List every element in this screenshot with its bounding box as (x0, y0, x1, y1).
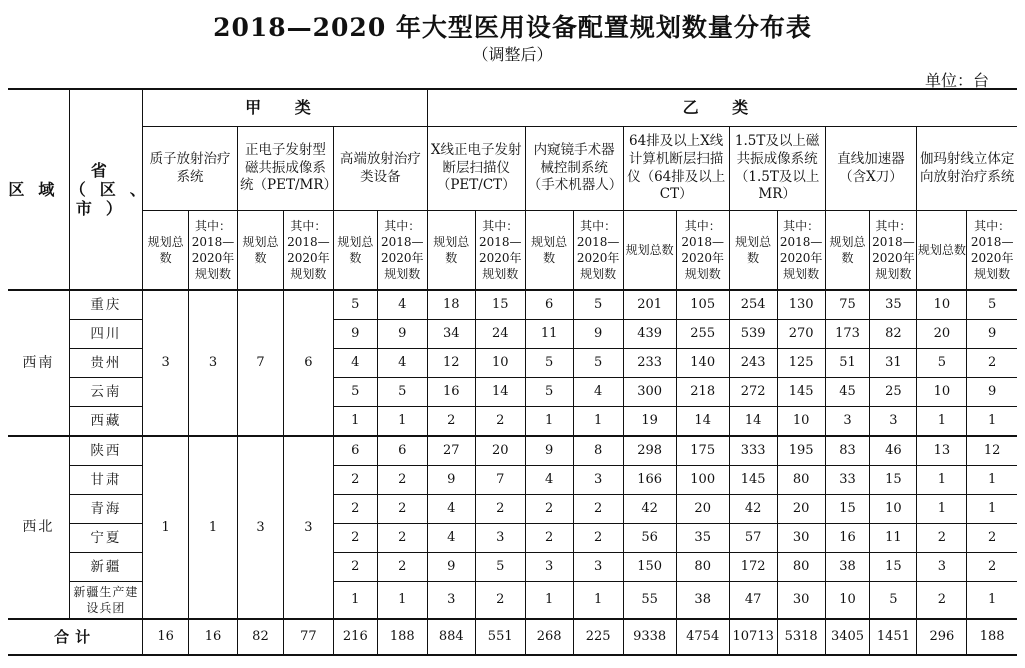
value-cell: 218 (676, 378, 729, 407)
value-cell: 1 (573, 407, 623, 437)
petmr-new: 3 (283, 436, 333, 619)
value-cell: 16 (427, 378, 475, 407)
total-value: 4754 (676, 619, 729, 655)
value-cell: 10 (777, 407, 825, 437)
value-cell: 5 (573, 349, 623, 378)
value-cell: 145 (729, 466, 777, 495)
value-cell: 539 (729, 320, 777, 349)
total-value: 16 (189, 619, 238, 655)
value-cell: 5 (870, 582, 917, 620)
total-value: 5318 (777, 619, 825, 655)
value-cell: 2 (377, 553, 427, 582)
value-cell: 12 (427, 349, 475, 378)
value-cell: 172 (729, 553, 777, 582)
value-cell: 1 (967, 582, 1017, 620)
value-cell: 5 (967, 290, 1017, 320)
value-cell: 2 (377, 466, 427, 495)
value-cell: 83 (825, 436, 870, 466)
value-cell: 14 (676, 407, 729, 437)
value-cell: 3 (427, 582, 475, 620)
value-cell: 16 (825, 524, 870, 553)
total-value: 551 (475, 619, 525, 655)
proton-new: 3 (189, 290, 238, 436)
header-sub-new: 其中：2018—2020年规划数 (967, 211, 1017, 291)
value-cell: 80 (777, 466, 825, 495)
value-cell: 14 (475, 378, 525, 407)
region-name: 西南 (8, 290, 69, 436)
header-equipment: 高端放射治疗类设备 (333, 127, 427, 211)
value-cell: 254 (729, 290, 777, 320)
proton-total: 3 (143, 290, 189, 436)
total-value: 268 (525, 619, 573, 655)
header-equipment: 内窥镜手术器械控制系统（手术机器人） (525, 127, 623, 211)
value-cell: 19 (623, 407, 676, 437)
province-name: 西藏 (69, 407, 142, 437)
province-name: 云南 (69, 378, 142, 407)
province-name: 宁夏 (69, 524, 142, 553)
value-cell: 10 (917, 378, 967, 407)
header-sub-new: 其中：2018—2020年规划数 (777, 211, 825, 291)
value-cell: 2 (377, 524, 427, 553)
value-cell: 2 (967, 349, 1017, 378)
value-cell: 2 (967, 553, 1017, 582)
total-value: 1451 (870, 619, 917, 655)
value-cell: 42 (623, 495, 676, 524)
value-cell: 9 (573, 320, 623, 349)
value-cell: 2 (573, 524, 623, 553)
table-row (8, 290, 1017, 320)
header-sub-new: 其中：2018—2020年规划数 (189, 211, 238, 291)
value-cell: 9 (427, 553, 475, 582)
value-cell: 18 (427, 290, 475, 320)
header-equipment: 1.5T及以上磁共振成像系统（1.5T及以上 MR） (729, 127, 825, 211)
value-cell: 5 (333, 290, 377, 320)
header-sub-new: 其中：2018—2020年规划数 (475, 211, 525, 291)
value-cell: 3 (475, 524, 525, 553)
header-sub-total: 规划总数 (427, 211, 475, 291)
value-cell: 175 (676, 436, 729, 466)
total-row (8, 619, 1017, 655)
region-name: 西北 (8, 436, 69, 619)
value-cell: 13 (917, 436, 967, 466)
header-sub-total: 规划总数 (525, 211, 573, 291)
value-cell: 10 (870, 495, 917, 524)
value-cell: 4 (573, 378, 623, 407)
petmr-total: 7 (238, 290, 284, 436)
value-cell: 3 (573, 553, 623, 582)
unit-label: 单位：台 (924, 71, 989, 90)
value-cell: 272 (729, 378, 777, 407)
value-cell: 2 (475, 582, 525, 620)
equipment-distribution-table (8, 88, 1017, 656)
value-cell: 1 (377, 582, 427, 620)
value-cell: 14 (729, 407, 777, 437)
value-cell: 42 (729, 495, 777, 524)
value-cell: 20 (777, 495, 825, 524)
value-cell: 2 (967, 524, 1017, 553)
value-cell: 6 (333, 436, 377, 466)
petmr-total: 3 (238, 436, 284, 619)
page-subtitle: （调整后） (472, 45, 553, 64)
value-cell: 233 (623, 349, 676, 378)
value-cell: 4 (377, 290, 427, 320)
header-equipment: 直线加速器（含X刀） (825, 127, 917, 211)
total-value: 188 (377, 619, 427, 655)
value-cell: 6 (525, 290, 573, 320)
value-cell: 150 (623, 553, 676, 582)
value-cell: 4 (377, 349, 427, 378)
value-cell: 24 (475, 320, 525, 349)
petmr-new: 6 (283, 290, 333, 436)
total-value: 884 (427, 619, 475, 655)
value-cell: 173 (825, 320, 870, 349)
value-cell: 9 (525, 436, 573, 466)
province-name: 青海 (69, 495, 142, 524)
value-cell: 51 (825, 349, 870, 378)
province-name: 新疆 (69, 553, 142, 582)
total-value: 216 (333, 619, 377, 655)
province-name: 四川 (69, 320, 142, 349)
value-cell: 34 (427, 320, 475, 349)
header-sub-new: 其中：2018—2020年规划数 (676, 211, 729, 291)
value-cell: 5 (525, 378, 573, 407)
value-cell: 2 (333, 524, 377, 553)
value-cell: 195 (777, 436, 825, 466)
value-cell: 46 (870, 436, 917, 466)
value-cell: 1 (917, 466, 967, 495)
value-cell: 56 (623, 524, 676, 553)
value-cell: 1 (333, 407, 377, 437)
value-cell: 5 (573, 290, 623, 320)
header-sub-total: 规划总数 (238, 211, 284, 291)
value-cell: 9 (377, 320, 427, 349)
value-cell: 25 (870, 378, 917, 407)
value-cell: 38 (825, 553, 870, 582)
value-cell: 20 (475, 436, 525, 466)
value-cell: 1 (525, 407, 573, 437)
value-cell: 1 (525, 582, 573, 620)
total-value: 10713 (729, 619, 777, 655)
value-cell: 2 (525, 524, 573, 553)
table-row (8, 436, 1017, 466)
value-cell: 130 (777, 290, 825, 320)
total-value: 188 (967, 619, 1017, 655)
value-cell: 9 (333, 320, 377, 349)
value-cell: 4 (525, 466, 573, 495)
value-cell: 5 (333, 378, 377, 407)
value-cell: 57 (729, 524, 777, 553)
value-cell: 38 (676, 582, 729, 620)
total-value: 82 (238, 619, 284, 655)
value-cell: 300 (623, 378, 676, 407)
header-sub-new: 其中：2018—2020年规划数 (377, 211, 427, 291)
value-cell: 10 (475, 349, 525, 378)
value-cell: 4 (333, 349, 377, 378)
value-cell: 11 (525, 320, 573, 349)
proton-total: 1 (143, 436, 189, 619)
value-cell: 1 (573, 582, 623, 620)
province-name: 重庆 (69, 290, 142, 320)
value-cell: 2 (333, 466, 377, 495)
value-cell: 166 (623, 466, 676, 495)
header-equipment: 质子放射治疗系统 (143, 127, 238, 211)
value-cell: 20 (676, 495, 729, 524)
value-cell: 255 (676, 320, 729, 349)
value-cell: 7 (475, 466, 525, 495)
value-cell: 243 (729, 349, 777, 378)
header-equipment: X线正电子发射断层扫描仪（PET/CT） (427, 127, 525, 211)
value-cell: 12 (967, 436, 1017, 466)
value-cell: 5 (525, 349, 573, 378)
proton-new: 1 (189, 436, 238, 619)
total-label: 合计 (8, 619, 143, 655)
header-equipment: 伽玛射线立体定向放射治疗系统 (917, 127, 1017, 211)
value-cell: 1 (377, 407, 427, 437)
header-sub-total: 规划总数 (623, 211, 676, 291)
value-cell: 6 (377, 436, 427, 466)
value-cell: 55 (623, 582, 676, 620)
value-cell: 20 (917, 320, 967, 349)
value-cell: 1 (967, 466, 1017, 495)
value-cell: 2 (377, 495, 427, 524)
value-cell: 3 (573, 466, 623, 495)
value-cell: 1 (333, 582, 377, 620)
value-cell: 10 (917, 290, 967, 320)
value-cell: 15 (825, 495, 870, 524)
header-group-a: 甲 类 (143, 89, 428, 127)
value-cell: 9 (427, 466, 475, 495)
header-sub-new: 其中：2018—2020年规划数 (573, 211, 623, 291)
value-cell: 5 (377, 378, 427, 407)
header-sub-new: 其中：2018—2020年规划数 (870, 211, 917, 291)
value-cell: 145 (777, 378, 825, 407)
value-cell: 2 (427, 407, 475, 437)
header-equipment: 64排及以上X线计算机断层扫描仪（64排及以上CT） (623, 127, 729, 211)
value-cell: 140 (676, 349, 729, 378)
value-cell: 27 (427, 436, 475, 466)
value-cell: 2 (525, 495, 573, 524)
total-value: 296 (917, 619, 967, 655)
header-sub-total: 规划总数 (143, 211, 189, 291)
value-cell: 5 (475, 553, 525, 582)
province-name: 陕西 (69, 436, 142, 466)
value-cell: 9 (967, 320, 1017, 349)
header-region: 区域 (8, 89, 69, 290)
value-cell: 35 (870, 290, 917, 320)
province-name: 甘肃 (69, 466, 142, 495)
value-cell: 2 (917, 524, 967, 553)
value-cell: 47 (729, 582, 777, 620)
value-cell: 1 (917, 495, 967, 524)
value-cell: 4 (427, 495, 475, 524)
value-cell: 30 (777, 524, 825, 553)
value-cell: 2 (333, 495, 377, 524)
header-sub-total: 规划总数 (825, 211, 870, 291)
value-cell: 2 (475, 495, 525, 524)
value-cell: 30 (777, 582, 825, 620)
value-cell: 3 (917, 553, 967, 582)
value-cell: 8 (573, 436, 623, 466)
value-cell: 270 (777, 320, 825, 349)
value-cell: 2 (917, 582, 967, 620)
value-cell: 3 (825, 407, 870, 437)
value-cell: 201 (623, 290, 676, 320)
total-value: 77 (283, 619, 333, 655)
value-cell: 105 (676, 290, 729, 320)
value-cell: 333 (729, 436, 777, 466)
value-cell: 35 (676, 524, 729, 553)
value-cell: 2 (475, 407, 525, 437)
header-sub-total: 规划总数 (729, 211, 777, 291)
value-cell: 100 (676, 466, 729, 495)
value-cell: 3 (525, 553, 573, 582)
header-sub-total: 规划总数 (333, 211, 377, 291)
value-cell: 3 (870, 407, 917, 437)
value-cell: 9 (967, 378, 1017, 407)
value-cell: 1 (917, 407, 967, 437)
value-cell: 1 (967, 407, 1017, 437)
value-cell: 11 (870, 524, 917, 553)
value-cell: 2 (333, 553, 377, 582)
province-name: 贵州 (69, 349, 142, 378)
header-sub-new: 其中：2018—2020年规划数 (283, 211, 333, 291)
page-title: 2018—2020 年大型医用设备配置规划数量分布表 (213, 13, 812, 42)
value-cell: 10 (825, 582, 870, 620)
value-cell: 439 (623, 320, 676, 349)
value-cell: 15 (475, 290, 525, 320)
value-cell: 31 (870, 349, 917, 378)
province-name: 新疆生产建设兵团 (69, 582, 142, 620)
value-cell: 45 (825, 378, 870, 407)
value-cell: 1 (967, 495, 1017, 524)
header-province: 省（区、市） (69, 89, 142, 290)
header-equipment: 正电子发射型磁共振成像系统（PET/MR） (238, 127, 334, 211)
value-cell: 15 (870, 466, 917, 495)
value-cell: 15 (870, 553, 917, 582)
value-cell: 82 (870, 320, 917, 349)
total-value: 16 (143, 619, 189, 655)
total-value: 9338 (623, 619, 676, 655)
value-cell: 80 (777, 553, 825, 582)
header-group-b: 乙 类 (427, 89, 1017, 127)
value-cell: 298 (623, 436, 676, 466)
total-value: 225 (573, 619, 623, 655)
total-value: 3405 (825, 619, 870, 655)
header-sub-total: 规划总数 (917, 211, 967, 291)
value-cell: 4 (427, 524, 475, 553)
value-cell: 5 (917, 349, 967, 378)
value-cell: 75 (825, 290, 870, 320)
value-cell: 2 (573, 495, 623, 524)
value-cell: 33 (825, 466, 870, 495)
value-cell: 80 (676, 553, 729, 582)
value-cell: 125 (777, 349, 825, 378)
